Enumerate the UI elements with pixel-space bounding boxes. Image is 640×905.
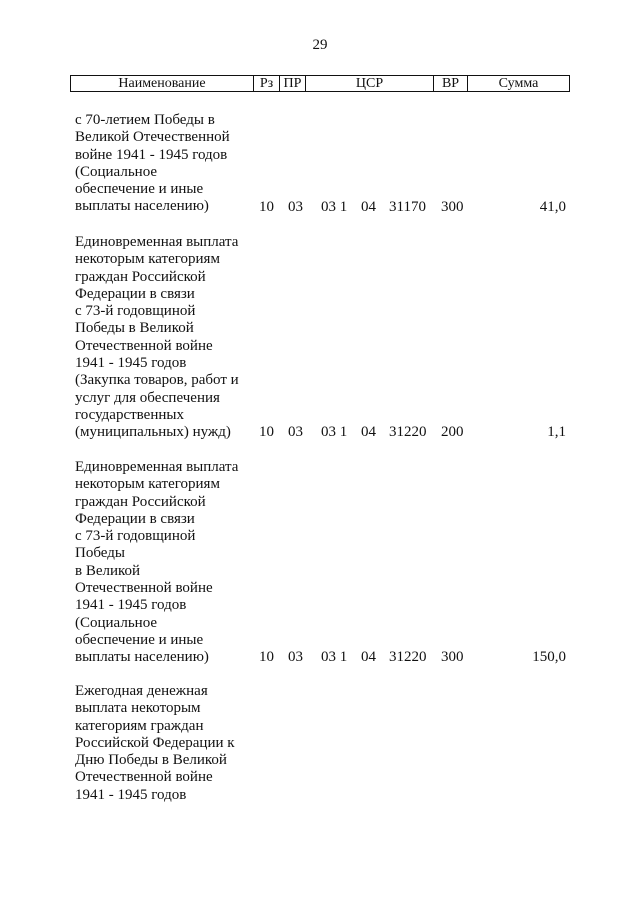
table-header — [70, 75, 570, 92]
row-name-line: выплата некоторым — [75, 700, 201, 717]
row-name — [75, 112, 260, 216]
row-name-line: (Социальное — [75, 614, 158, 631]
sum-cell: 41,0 — [539, 198, 566, 215]
row-name-line: Победы в Великой — [75, 320, 194, 337]
row-name-line: с 73-й годовщиной — [75, 528, 196, 545]
csr-section-cell: 03 1 — [321, 649, 348, 666]
csr-group-cell: 04 — [361, 424, 376, 441]
row-name-line: (Закупка товаров, работ и — [75, 372, 239, 389]
csr-group-cell: 04 — [361, 649, 376, 666]
row-name-line: Отечественной войне — [75, 580, 213, 597]
csr-group-cell: 04 — [361, 198, 376, 215]
header-pr: ПР — [279, 76, 305, 91]
sum-cell: 1,1 — [547, 424, 566, 441]
row-name-line: 1941 - 1945 годов — [75, 597, 187, 614]
row-name-line: в Великой — [75, 562, 141, 579]
row-name-line: Российской Федерации к — [75, 734, 235, 751]
row-name-line: выплаты населению) — [75, 649, 209, 666]
row-name-line: 1941 - 1945 годов — [75, 786, 187, 803]
row-name-line: некоторым категориям — [75, 476, 220, 493]
row-name-line: (Социальное — [75, 163, 158, 180]
row-name-line: Дню Победы в Великой — [75, 752, 227, 769]
row-name-line: категориям граждан — [75, 717, 204, 734]
row-name-line: Победы — [75, 545, 125, 562]
pr-cell: 03 — [288, 198, 303, 215]
row-name-line: Федерации в связи — [75, 285, 195, 302]
csr-code-cell: 31220 — [389, 649, 427, 666]
sum-cell: 150,0 — [532, 649, 566, 666]
row-name-line: государственных — [75, 406, 184, 423]
row-name-line: Отечественной войне — [75, 769, 213, 786]
header-name: Наименование — [118, 76, 206, 91]
row-name-line: обеспечение и иные — [75, 631, 204, 648]
row-name — [75, 234, 260, 442]
row-name-line: выплаты населению) — [75, 198, 209, 215]
row-name-line: войне 1941 - 1945 годов — [75, 146, 228, 163]
header-csr: ЦСР — [305, 76, 433, 91]
row-name-line: Ежегодная денежная — [75, 683, 208, 699]
row-name-line: (муниципальных) нужд) — [75, 424, 231, 441]
row-name — [75, 683, 260, 804]
csr-section-cell: 03 1 — [321, 198, 348, 215]
header-sum: Сумма — [467, 76, 569, 91]
pr-cell: 03 — [288, 424, 303, 441]
page-number: 29 — [312, 37, 328, 53]
row-name-line: услуг для обеспечения — [75, 389, 220, 406]
vr-cell: 300 — [441, 198, 464, 215]
csr-code-cell: 31170 — [389, 198, 426, 215]
row-name-line: с 70-летием Победы в — [75, 112, 215, 128]
row-name-line: Единовременная выплата — [75, 459, 239, 475]
row-name-line: обеспечение и иные — [75, 181, 204, 198]
vr-cell: 200 — [441, 424, 464, 441]
row-name-line: граждан Российской — [75, 493, 206, 510]
rz-cell: 10 — [259, 649, 274, 666]
row-name-line: Великой Отечественной — [75, 129, 230, 146]
vr-cell: 300 — [441, 649, 464, 666]
row-name-line: с 73-й годовщиной — [75, 303, 196, 320]
header-rz: Рз — [253, 76, 279, 91]
row-name-line: Единовременная выплата — [75, 234, 239, 250]
rz-cell: 10 — [259, 424, 274, 441]
rz-cell: 10 — [259, 198, 274, 215]
row-name-line: граждан Российской — [75, 268, 206, 285]
row-name-line: Отечественной войне — [75, 337, 213, 354]
csr-section-cell: 03 1 — [321, 424, 348, 441]
row-name-line: некоторым категориям — [75, 251, 220, 268]
header-vr: ВР — [433, 76, 467, 91]
row-name — [75, 459, 260, 667]
pr-cell: 03 — [288, 649, 303, 666]
csr-code-cell: 31220 — [389, 424, 427, 441]
row-name-line: 1941 - 1945 годов — [75, 355, 187, 372]
row-name-line: Федерации в связи — [75, 510, 195, 527]
